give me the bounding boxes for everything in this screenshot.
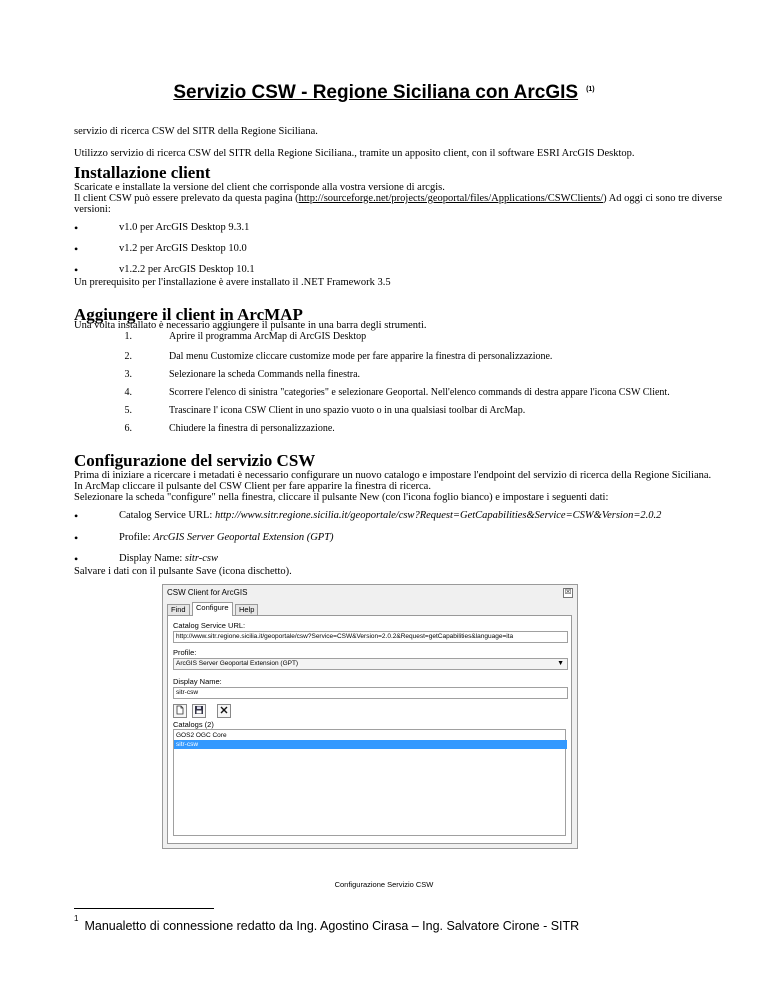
delete-icon[interactable] [217, 704, 231, 718]
catalog-url-field[interactable]: http://www.sitr.regione.sicilia.it/geoportale/csw?Service=CSW&Version=2.0.2&Request=getCapabilities&language=ita [173, 631, 568, 643]
floppy-disk-icon[interactable] [192, 704, 206, 718]
list-item: 2. Dal menu Customize cliccare customize mode per fare apparire la finestra di personalizzazione. [124, 351, 553, 362]
catalogs-label: Catalogs (2) [173, 720, 214, 729]
list-item: 3. Selezionare la scheda Commands nella finestra. [124, 369, 361, 380]
config-line-2: In ArcMap cliccare il pulsante del CSW Client per fare apparire la finestra di ricerca. [74, 481, 431, 492]
catalogs-list[interactable] [173, 729, 566, 836]
section-heading-add-client: Aggiungere il client in ArcMAP [74, 305, 303, 324]
config-line-1: Prima di iniziare a ricercare i metadati è necessario configurare un nuovo catalogo e impostare l'endpoint del servizio di ricerca della Regione Siciliana. [74, 470, 712, 481]
list-item: 4. Scorrere l'elenco di sinistra "categories" e selezionare Geoportal. Nell'elenco commands di destra appare l'icona CSW Client. [124, 387, 670, 398]
profile-label: Profile: [173, 648, 197, 657]
tab-configure[interactable]: Configure [192, 602, 233, 616]
new-document-icon[interactable] [173, 704, 187, 718]
chevron-down-icon: ▼ [557, 660, 564, 667]
footnote: $^1$Manualetto di connessione redatto da Ing. Agostino Cirasa – Ing. Salvatore Cirone - SITR [74, 914, 580, 934]
list-item[interactable]: sitr-csw [174, 740, 567, 749]
dialog-title: CSW Client for ArcGIS [167, 588, 248, 597]
csw-client-dialog [162, 584, 578, 849]
intro-line-1: servizio di ricerca CSW del SITR della Regione Siciliana. [74, 126, 318, 137]
title-footnote-marker: (1) [586, 85, 595, 93]
list-item: 5. Trascinare l' icona CSW Client in uno spazio vuoto o in una qualsiasi toolbar di ArcMap. [124, 405, 526, 416]
install-line-3: versioni: [74, 204, 111, 215]
close-icon[interactable]: ☒ [564, 589, 572, 596]
profile-select[interactable]: ArcGIS Server Geoportal Extension (GPT) ▼ [173, 658, 568, 670]
download-link[interactable]: http://sourceforge.net/projects/geoportal/files/Applications/CSWClients/ [298, 193, 604, 204]
list-item[interactable]: GOS2 OGC Core [176, 732, 227, 739]
catalog-url-label: Catalog Service URL: [173, 621, 246, 630]
save-instruction: Salvare i dati con il pulsante Save (icona dischetto). [74, 566, 292, 577]
tab-help[interactable]: Help [235, 604, 258, 615]
figure-caption: Configurazione Servizio CSW [334, 880, 434, 889]
install-line-1: Scaricate e installate la versione del client che corrisponde alla vostra versione di arcgis. [74, 182, 445, 193]
section-heading-config: Configurazione del servizio CSW [74, 451, 316, 470]
list-item: • Catalog Service URL: http://www.sitr.regione.sicilia.it/geoportale/csw?Request=GetCapabilities&Service=CSW&Version=2.0.2 [74, 509, 662, 523]
add-client-intro: Una volta installato è necessario aggiungere il pulsante in una barra degli strumenti. [74, 320, 427, 331]
intro-line-2: Utilizzo servizio di ricerca CSW del SITR della Regione Siciliana., tramite un apposito client, con il software ESRI ArcGIS Desktop. [74, 148, 635, 159]
list-item: • Display Name: sitr-csw [74, 552, 218, 566]
config-line-3: Selezionare la scheda "configure" nella finestra, cliccare il pulsante New (con l'icona foglio bianco) e impostare i seguenti dati: [74, 492, 609, 503]
list-item: • Profile: ArcGIS Server Geoportal Extension (GPT) [74, 531, 334, 545]
prerequisite-text: Un prerequisito per l'installazione è avere installato il .NET Framework 3.5 [74, 277, 391, 288]
footnote-separator [74, 908, 214, 909]
list-item: • v1.0 per ArcGIS Desktop 9.3.1 [74, 221, 250, 235]
section-heading-install: Installazione client [74, 163, 211, 182]
install-line-2: Il client CSW può essere prelevato da questa pagina (http://sourceforge.net/projects/geoportal/files/Applications/CSWClients/) Ad oggi ci sono tre diverse [74, 193, 723, 204]
list-item: 6. Chiudere la finestra di personalizzazione. [124, 423, 335, 434]
display-name-label: Display Name: [173, 677, 222, 686]
configure-panel [167, 615, 572, 844]
list-item: • v1.2 per ArcGIS Desktop 10.0 [74, 242, 247, 256]
tab-find[interactable]: Find [167, 604, 190, 615]
list-item: • v1.2.2 per ArcGIS Desktop 10.1 [74, 263, 255, 277]
page-title: Servizio CSW - Regione Siciliana con ArcGIS $^{(1)}$ [173, 82, 595, 103]
list-item: 1. Aprire il programma ArcMap di ArcGIS Desktop [124, 331, 367, 342]
display-name-field[interactable]: sitr-csw [173, 687, 568, 699]
